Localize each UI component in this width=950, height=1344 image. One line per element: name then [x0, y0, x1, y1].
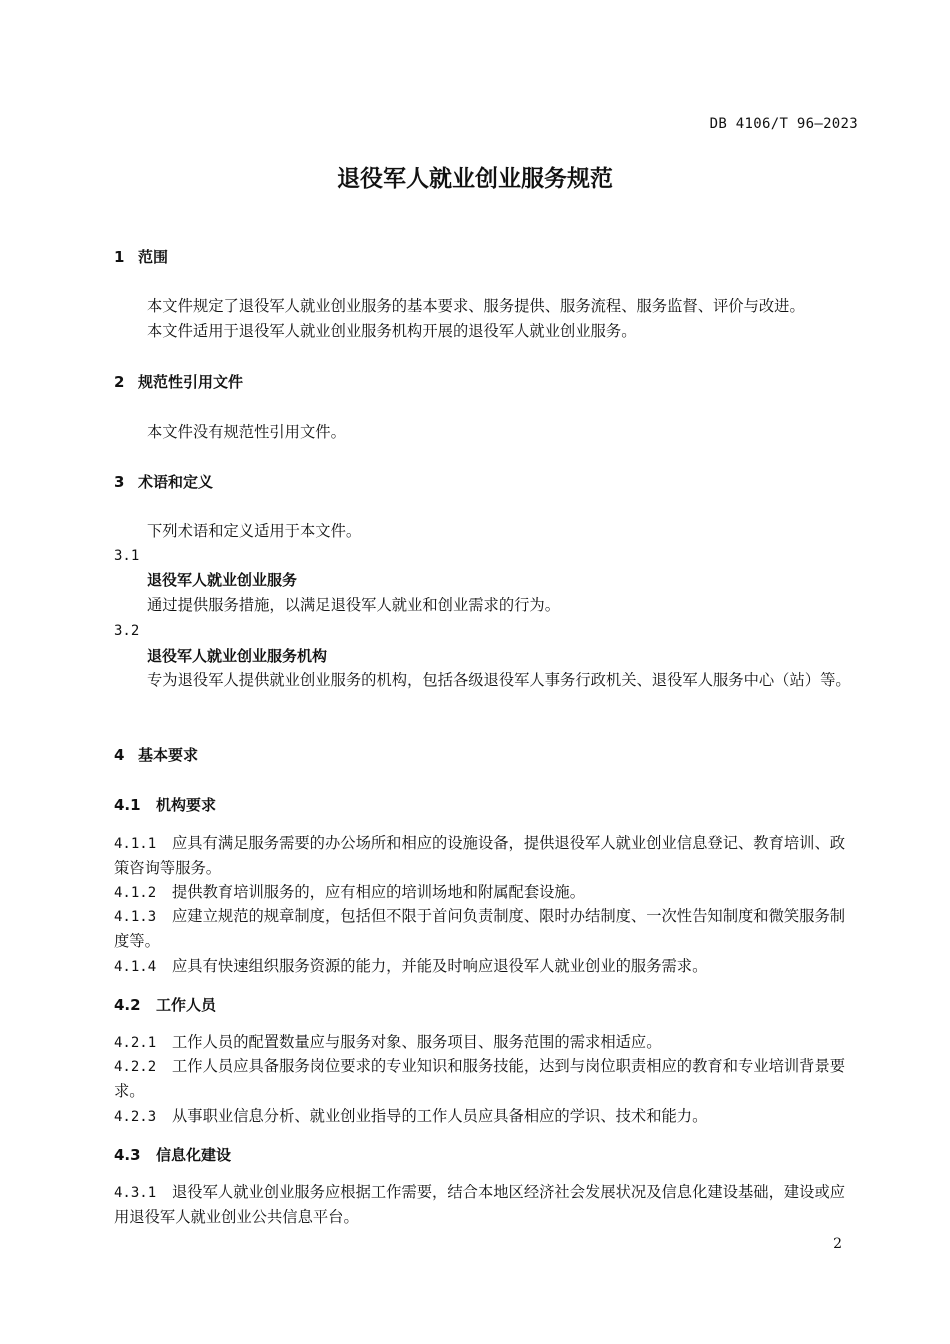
- paragraph: 本文件规定了退役军人就业创业服务的基本要求、服务提供、服务流程、服务监督、评价与改进。: [147, 297, 805, 315]
- section-heading-4: 4 基本要求: [114, 746, 199, 764]
- section-heading-1: 1 范围: [114, 248, 169, 266]
- paragraph: 下列术语和定义适用于本文件。: [147, 522, 362, 540]
- term-name: 退役军人就业创业服务机构: [147, 647, 328, 665]
- subsection-heading-4-3: 4.3 信息化建设: [114, 1146, 232, 1164]
- clause: 4.3.1 退役军人就业创业服务应根据工作需要，结合本地区经济社会发展状况及信息化建设基础，建设或应用退役军人就业创业公共信息平台。: [114, 1183, 846, 1226]
- clause: 4.2.1 工作人员的配置数量应与服务对象、服务项目、服务范围的需求相适应。: [114, 1033, 662, 1051]
- paragraph: 本文件没有规范性引用文件。: [147, 423, 346, 441]
- subsection-heading-4-1: 4.1 机构要求: [114, 796, 217, 814]
- clause: 4.1.1 应具有满足服务需要的办公场所和相应的设施设备，提供退役军人就业创业信息登记、教育培训、政策咨询等服务。: [114, 834, 846, 877]
- page-number: 2: [833, 1236, 842, 1252]
- document-title: 退役军人就业创业服务规范: [337, 166, 613, 192]
- clause: 4.2.3 从事职业信息分析、就业创业指导的工作人员应具备相应的学识、技术和能力。: [114, 1107, 708, 1125]
- term-name: 退役军人就业创业服务: [147, 571, 298, 589]
- document-id: DB 4106/T 96—2023: [709, 116, 858, 132]
- clause: 4.1.2 提供教育培训服务的，应有相应的培训场地和附属配套设施。: [114, 883, 586, 901]
- clause: 4.1.4 应具有快速组织服务资源的能力，并能及时响应退役军人就业创业的服务需求。: [114, 957, 708, 975]
- section-heading-2: 2 规范性引用文件: [114, 373, 244, 391]
- term-definition: 专为退役军人提供就业创业服务的机构，包括各级退役军人事务行政机关、退役军人服务中心（站）等。: [147, 671, 851, 689]
- clause: 4.2.2 工作人员应具备服务岗位要求的专业知识和服务技能，达到与岗位职责相应的教育和专业培训背景要求。: [114, 1057, 846, 1100]
- term-number: 3.1: [114, 548, 140, 564]
- paragraph: 本文件适用于退役军人就业创业服务机构开展的退役军人就业创业服务。: [147, 322, 637, 340]
- term-number: 3.2: [114, 623, 140, 639]
- section-heading-3: 3 术语和定义: [114, 473, 214, 491]
- term-definition: 通过提供服务措施，以满足退役军人就业和创业需求的行为。: [147, 596, 561, 614]
- clause: 4.1.3 应建立规范的规章制度，包括但不限于首问负责制度、限时办结制度、一次性告知制度和微笑服务制度等。: [114, 907, 846, 950]
- subsection-heading-4-2: 4.2 工作人员: [114, 996, 217, 1014]
